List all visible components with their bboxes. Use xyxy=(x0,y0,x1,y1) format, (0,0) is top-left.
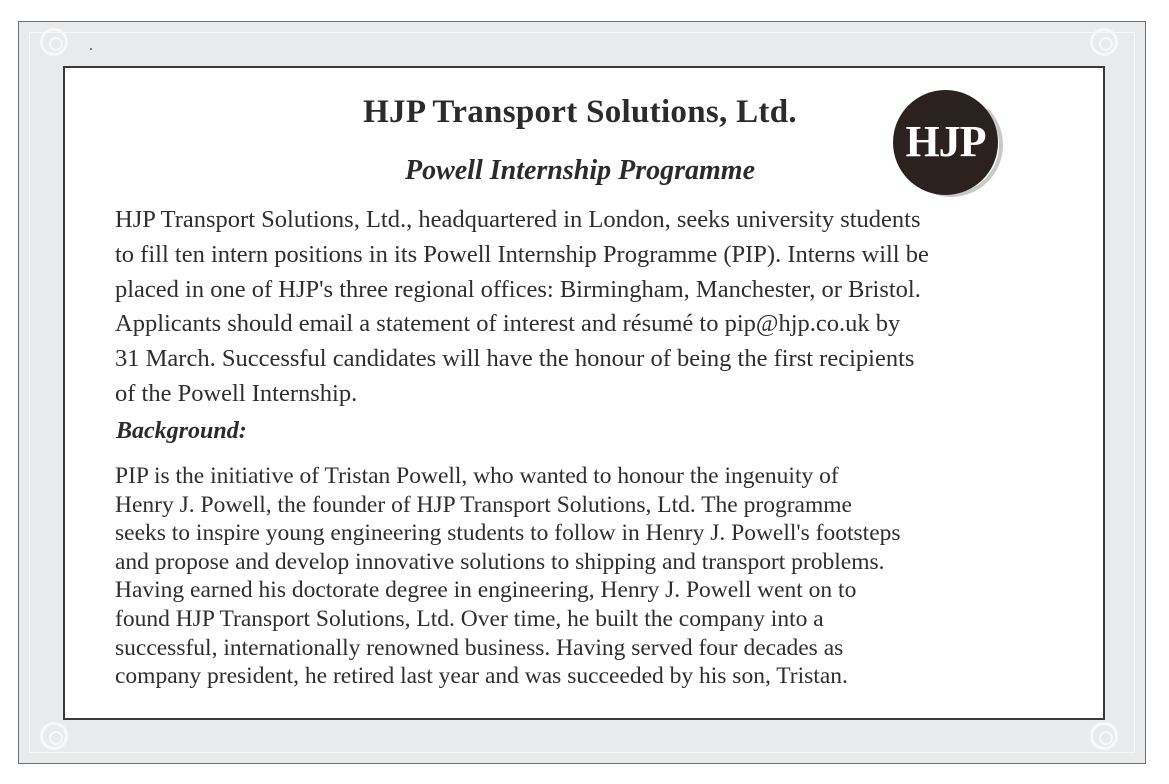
text-line: Henry J. Powell, the founder of HJP Transport Solutions, Ltd. The programme xyxy=(115,491,852,518)
scroll-ornament-icon xyxy=(40,722,68,750)
text-line: and propose and develop innovative solutions to shipping and transport problems. xyxy=(115,548,885,575)
logo-text: HJP xyxy=(905,117,986,166)
scroll-ornament-icon xyxy=(1090,722,1118,750)
background-paragraph xyxy=(115,462,1045,691)
scroll-ornament-icon xyxy=(40,28,68,56)
background-heading: Background: xyxy=(116,418,247,444)
text-line: Having earned his doctorate degree in engineering, Henry J. Powell went on to xyxy=(115,577,857,604)
text-line: Applicants should email a statement of interest and résumé to pip@hjp.co.uk by xyxy=(115,310,901,338)
announcement-paragraph xyxy=(115,203,1055,412)
hjp-logo xyxy=(893,90,1005,202)
text-line: PIP is the initiative of Tristan Powell, who wanted to honour the ingenuity of xyxy=(115,463,839,489)
text-line: to fill ten intern positions in its Powell Internship Programme (PIP). Interns will be xyxy=(115,240,929,268)
scroll-ornament-icon xyxy=(1090,28,1118,56)
text-line: 31 March. Successful candidates will have the honour of being the first recipients xyxy=(115,345,915,373)
text-line: seeks to inspire young engineering students to follow in Henry J. Powell's footsteps xyxy=(115,520,901,547)
company-title: HJP Transport Solutions, Ltd. xyxy=(363,94,797,130)
text-line: successful, internationally renowned business. Having served four decades as xyxy=(115,634,844,661)
text-line: placed in one of HJP's three regional offices: Birmingham, Manchester, or Bristol. xyxy=(115,275,921,303)
text-line: found HJP Transport Solutions, Ltd. Over time, he built the company into a xyxy=(115,605,824,632)
stray-dot xyxy=(90,48,92,50)
programme-subtitle: Powell Internship Programme xyxy=(404,155,756,186)
text-line: of the Powell Internship. xyxy=(115,379,358,407)
text-line: company president, he retired last year and was succeeded by his son, Tristan. xyxy=(115,663,848,690)
text-line: HJP Transport Solutions, Ltd., headquartered in London, seeks university students xyxy=(115,206,921,233)
